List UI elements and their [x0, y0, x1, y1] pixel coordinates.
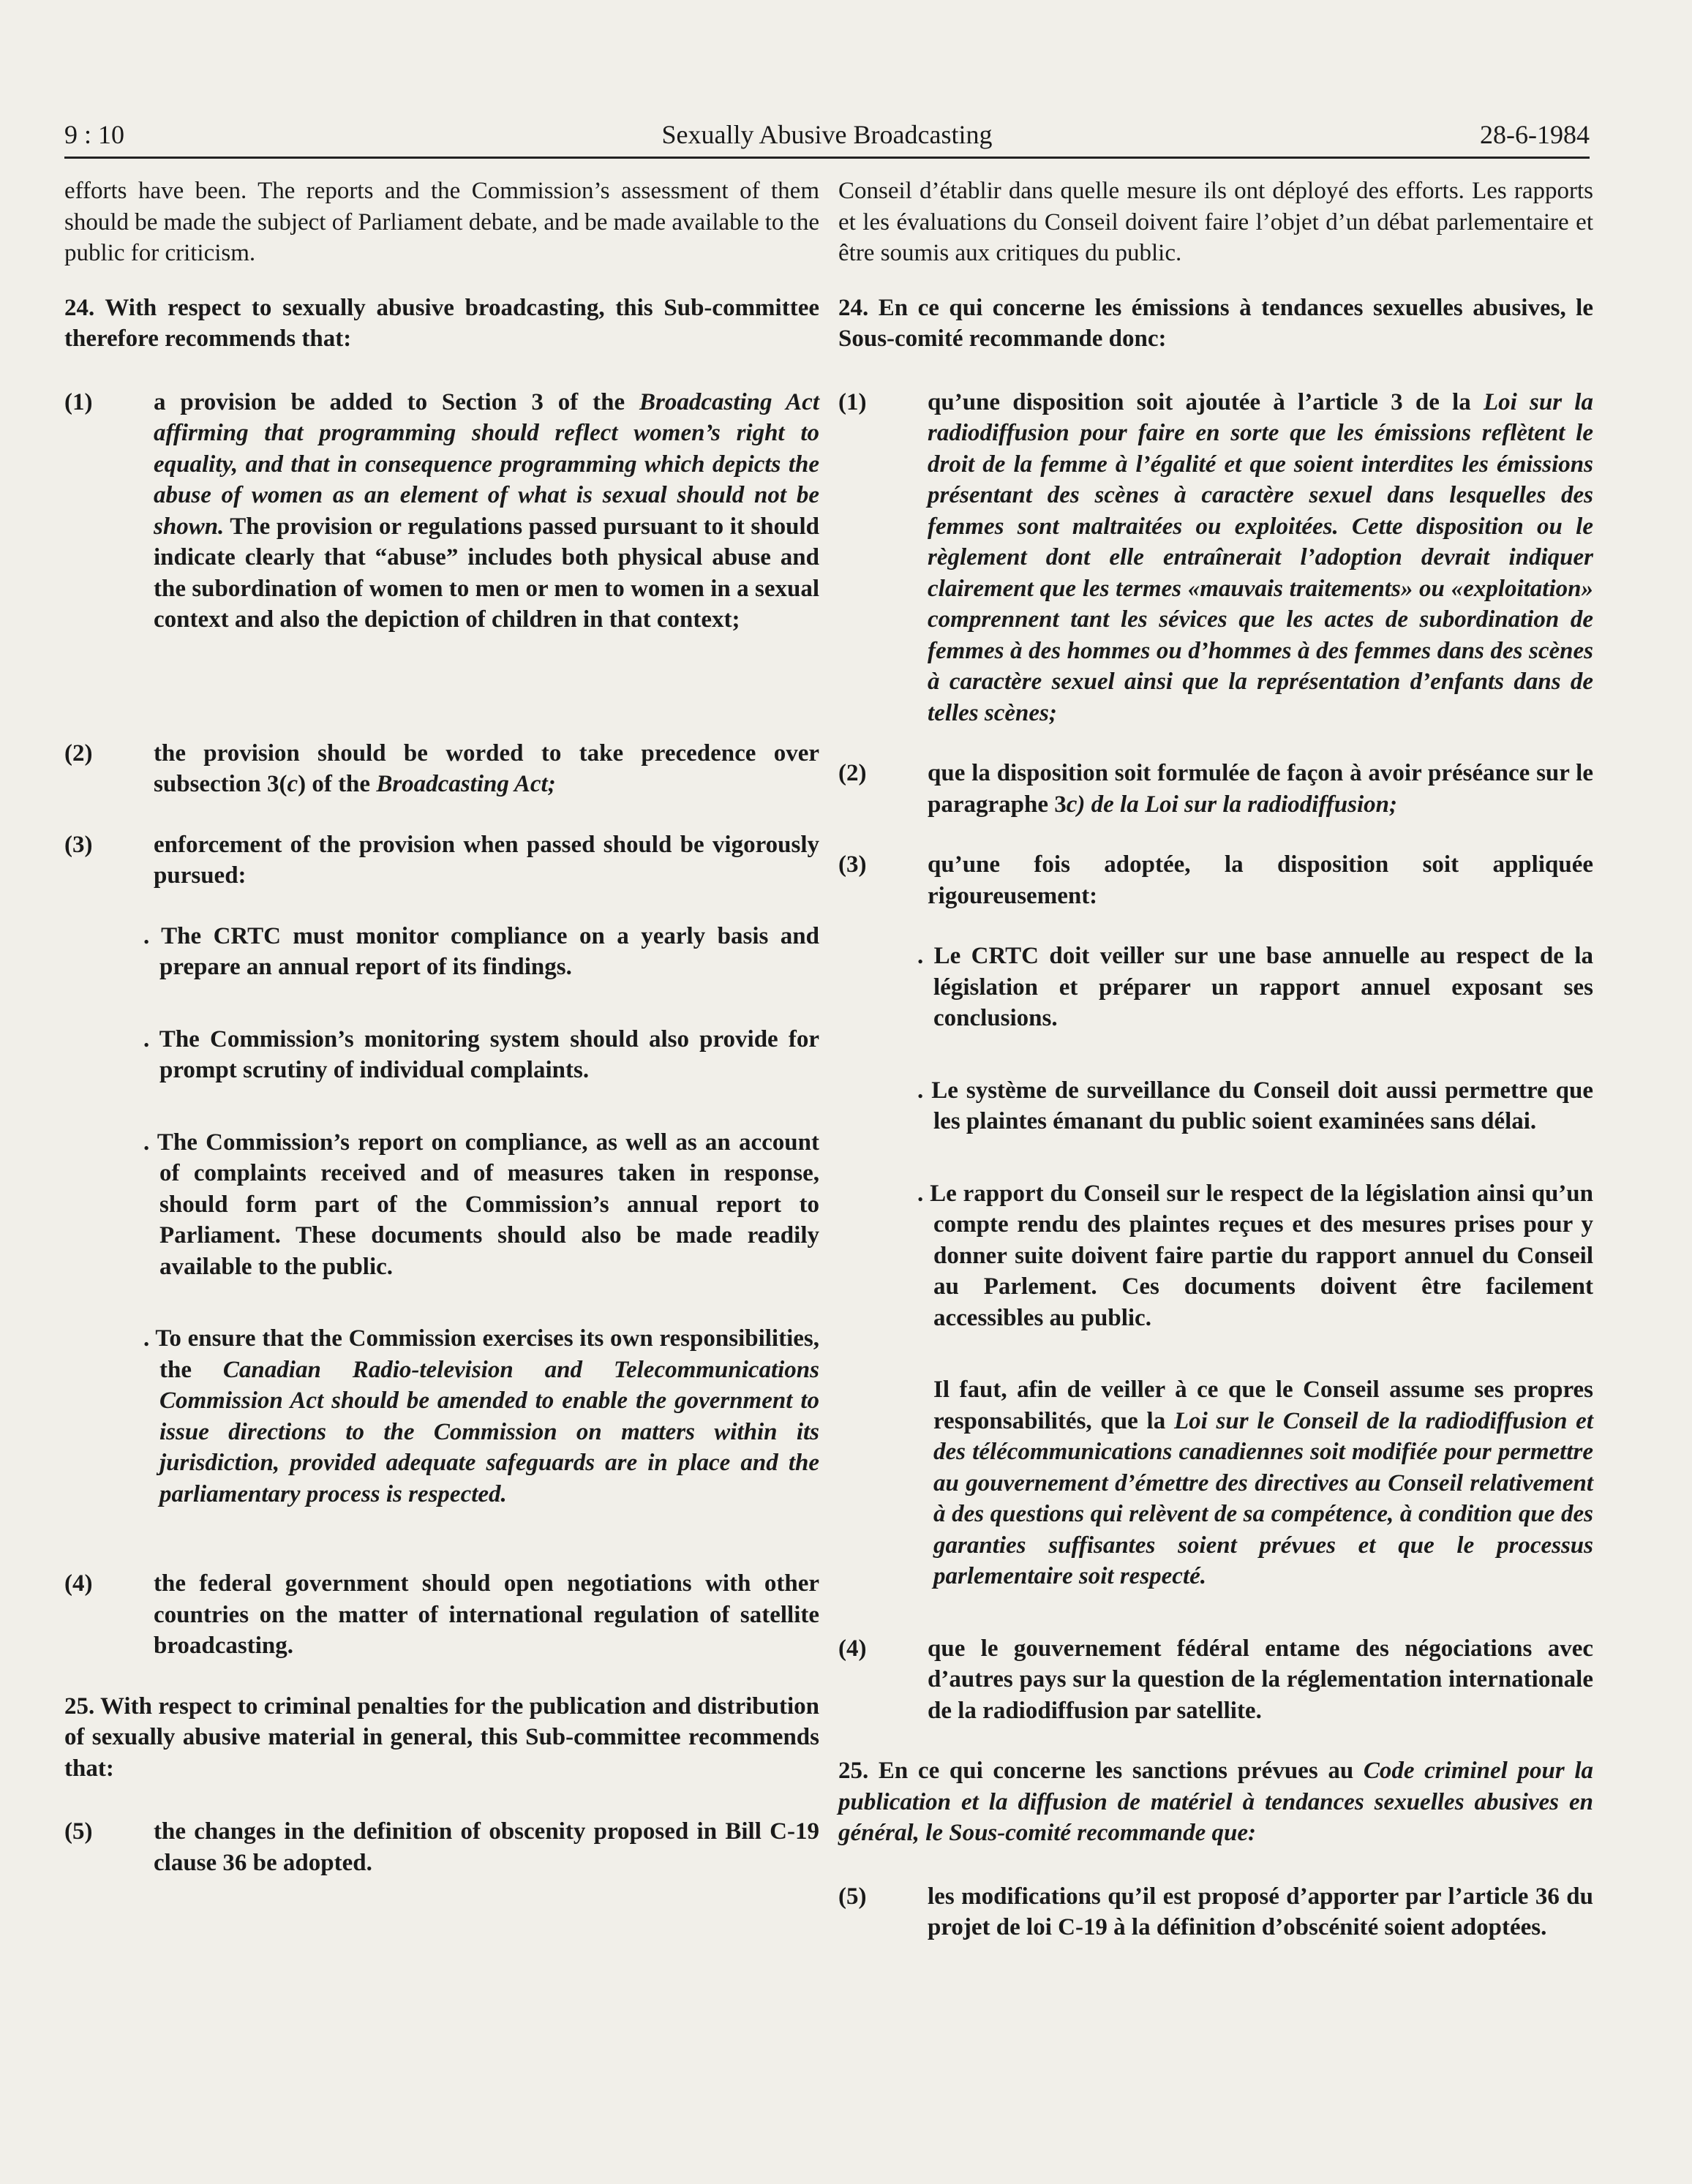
text-run: 25. En ce qui concerne les sanctions prévues au	[838, 1758, 1364, 1784]
item-text	[928, 387, 1593, 729]
recommendation-5	[64, 1816, 819, 1878]
text-run: . To ensure that the Commission exercises its own responsibilities, the	[143, 1325, 819, 1383]
text-run: que la disposition soit formulée de façon à avoir préséance sur le paragraphe 3	[928, 760, 1593, 818]
italic-run: c	[287, 771, 298, 797]
sub-item-1: . The CRTC must monitor compliance on a yearly basis and prepare an annual report of its findings.	[143, 922, 819, 980]
header-rule	[64, 157, 1590, 159]
item-number: (2)	[838, 760, 867, 786]
recommendation-5	[838, 1881, 1593, 1943]
italic-run: Canadian Radio-television and Telecommunications Commission Act should be amended to enable the government to issue directions to the Commission on matters within its jurisdiction, provided adequate safeguards are in place and the parliamentary process is respected.	[159, 1356, 819, 1507]
text-run: a provision be added to Section 3 of the	[154, 388, 639, 415]
paragraph-25	[838, 1755, 1593, 1849]
item-number: (2)	[64, 739, 93, 767]
page-header	[64, 116, 1590, 154]
recommendation-1	[64, 387, 819, 636]
recommendation-1	[838, 387, 1593, 729]
item-number: (4)	[64, 1570, 93, 1597]
sub-item-2: . Le système de surveillance du Conseil doit aussi permettre que les plaintes émanant du public soient examinées sans délai.	[917, 1077, 1593, 1134]
item-text: the changes in the definition of obscenity proposed in Bill C-19 clause 36 be adopted.	[154, 1818, 819, 1876]
text-run: qu’une disposition soit ajoutée à l’article 3 de la	[928, 388, 1484, 415]
item-text: les modifications qu’il est proposé d’apporter par l’article 36 du projet de loi C-19 à la définition d’obscénité soient adoptées.	[928, 1883, 1593, 1940]
recommendation-3	[64, 829, 819, 892]
intro-paragraph: Conseil d’établir dans quelle mesure ils ont déployé des efforts. Les rapports et les évaluations du Conseil doivent faire l’objet d’un débat parlementaire et être soumis aux critiques du public.	[838, 178, 1593, 266]
sub-item-1: . Le CRTC doit veiller sur une base annuelle au respect de la législation et préparer un rapport annuel exposant ses conclusions.	[917, 943, 1593, 1031]
recommendation-4	[838, 1633, 1593, 1727]
recommendation-3	[838, 849, 1593, 911]
sub-item-4	[64, 1323, 819, 1510]
italic-run: Loi sur la radiodiffusion pour faire en sorte que les émissions reflètent le droit de la femme à l’égalité et que soient interdites les émissions présentant des scènes à caractère sexuel dans lesquelles des femmes sont maltraitées ou exploitées. Cette disposition ou le règlement dont elle entraînerait l’adoption devrait indiquer clairement que les termes «mauvais traitements» ou «exploitation» comprennent tant les sévices que les actes de subordination de femmes à des hommes ou d’hommes à des femmes dans des scènes à caractère sexuel ainsi que la représentation d’enfants dans de telles scènes;	[928, 388, 1593, 726]
sub-item-3: . The Commission’s report on compliance, as well as an account of complaints received and of measures taken in response, should form part of the Commission’s annual report to Parliament. These documents should also be made readily available to the public.	[143, 1129, 819, 1280]
italic-run: Loi sur le Conseil de la radiodiffusion et des télécommunications canadiennes soit modifiée pour permettre au gouvernement d’émettre des directives au Conseil relativement à des questions qui relèvent de sa compétence, à condition que des garanties suffisantes soient prévues et que le processus parlementaire soit respecté.	[933, 1407, 1593, 1589]
page-number: 9 : 10	[64, 120, 125, 149]
header-date: 28-6-1984	[1480, 120, 1590, 149]
italic-run: c) de la Loi sur la radiodiffusion;	[1066, 791, 1398, 818]
item-number: (5)	[64, 1818, 93, 1845]
item-text	[154, 387, 819, 636]
italic-run: Broadcasting Act;	[376, 771, 556, 797]
sub-item-2: . The Commission’s monitoring system should also provide for prompt scrutiny of individual complaints.	[143, 1025, 819, 1083]
paragraph-25: 25. With respect to criminal penalties for the publication and distribution of sexually abusive material in general, this Sub-committee recommends that:	[64, 1692, 819, 1782]
text-run: Il faut, afin de veiller à ce que le Conseil assume ses propres responsabilités, que la	[933, 1377, 1593, 1434]
text-run: The provision or regulations passed pursuant to it should indicate clearly that “abuse” includes both physical abuse and the subordination of women to men or men to women in a sexual context and also the depiction of children in that context;	[154, 513, 819, 633]
item-text: enforcement of the provision when passed should be vigorously pursued:	[154, 831, 819, 889]
italic-run: Broadcasting Act affirming that programming should reflect women’s right to equality, and that in consequence programming which depicts the abuse of women as an element of what is sexual should not be shown.	[154, 388, 819, 540]
item-number: (1)	[838, 388, 867, 415]
item-number: (1)	[64, 388, 93, 415]
english-column	[64, 176, 819, 1908]
item-number: (3)	[838, 851, 867, 878]
text-run: the provision should be worded to take precedence over subsection 3(	[154, 739, 819, 797]
item-text: the federal government should open negotiations with other countries on the matter of international regulation of satellite broadcasting.	[154, 1570, 819, 1659]
french-column	[838, 176, 1593, 1973]
item-text: que le gouvernement fédéral entame des négociations avec d’autres pays sur la question de la réglementation internationale de la radiodiffusion par satellite.	[928, 1635, 1593, 1724]
sub-item-3: . Le rapport du Conseil sur le respect de la législation ainsi qu’un compte rendu des plaintes reçues et des mesures prises pour y donner suite doivent faire partie du rapport annuel du Conseil au Parlement. Ces documents doivent être facilement accessibles au public.	[917, 1180, 1593, 1331]
item-text	[928, 758, 1593, 820]
item-text: qu’une fois adoptée, la disposition soit appliquée rigoureusement:	[928, 851, 1593, 909]
recommendation-4	[64, 1568, 819, 1662]
intro-paragraph: efforts have been. The reports and the Commission’s assessment of them should be made the subject of Parliament debate, and be made available to the public for criticism.	[64, 178, 819, 266]
paragraph-24: 24. En ce qui concerne les émissions à tendances sexuelles abusives, le Sous-comité recommande donc:	[838, 294, 1593, 352]
item-number: (3)	[64, 831, 93, 858]
italic-run: Code criminel pour la publication et la diffusion de matériel à tendances sexuelles abusives en général, le Sous-comité recommande que:	[838, 1758, 1594, 1846]
recommendation-2	[838, 758, 1593, 820]
item-number: (5)	[838, 1883, 867, 1910]
running-title: Sexually Abusive Broadcasting	[661, 120, 993, 149]
item-text	[154, 738, 819, 800]
paragraph-24: 24. With respect to sexually abusive broadcasting, this Sub-committee therefore recommends that:	[64, 294, 819, 352]
item-number: (4)	[838, 1635, 867, 1662]
recommendation-2	[64, 738, 819, 800]
sub-item-4	[838, 1374, 1593, 1592]
text-run: ) of the	[298, 771, 377, 797]
